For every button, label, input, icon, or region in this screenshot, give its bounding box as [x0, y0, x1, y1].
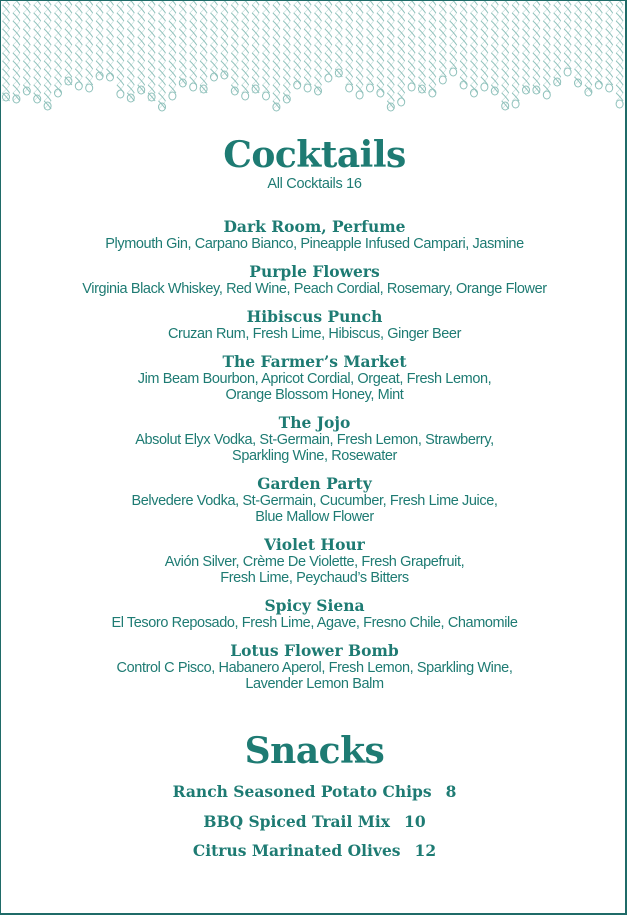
rope-strand	[585, 1, 592, 96]
rope-strand	[34, 1, 41, 103]
snack-list	[0, 782, 629, 871]
cocktail-name: Spicy Siena	[264, 596, 365, 615]
cocktail-ingredients: Belvedere Vodka, St-Germain, Cucumber, Fresh Lime Juice, Blue Mallow Flower	[131, 493, 498, 525]
rope-strand	[491, 1, 498, 95]
rope-strand	[127, 1, 134, 102]
rope-strand	[44, 1, 51, 110]
rope-strand	[325, 1, 332, 82]
cocktail-name: The Jojo	[278, 413, 351, 432]
rope-strand	[55, 1, 62, 97]
cocktail-ingredients: Cruzan Rum, Fresh Lime, Hibiscus, Ginger Beer	[167, 326, 462, 342]
rope-strand	[387, 1, 394, 111]
list-item	[0, 642, 629, 692]
rope-strand	[481, 1, 488, 91]
rope-strand	[471, 1, 478, 97]
rope-strand	[408, 1, 415, 91]
snack-price: 12	[414, 841, 437, 860]
snacks-heading: Snacks	[244, 730, 385, 772]
rope-strand	[159, 1, 166, 111]
rope-strand	[543, 1, 550, 99]
list-item	[0, 475, 629, 525]
cocktail-name: Purple Flowers	[249, 262, 380, 281]
list-item	[0, 812, 629, 842]
cocktail-name: Dark Room, Perfume	[223, 217, 406, 236]
cocktail-name: Garden Party	[257, 474, 372, 493]
rope-strand	[575, 1, 582, 87]
list-item	[0, 414, 629, 464]
rope-strand	[107, 1, 114, 81]
rope-strand	[304, 1, 311, 92]
rope-strand	[502, 1, 509, 110]
rope-strand	[512, 1, 519, 108]
rope-strand	[221, 1, 228, 79]
snack-price: 10	[404, 811, 426, 831]
rope-strand	[65, 1, 72, 85]
list-item	[0, 308, 629, 342]
rope-strand	[283, 1, 290, 103]
cocktail-name: Lotus Flower Bomb	[230, 641, 399, 660]
rope-strand	[263, 1, 270, 100]
list-item	[0, 536, 629, 586]
rope-strand	[554, 1, 561, 86]
rope-strand	[179, 1, 186, 87]
cocktail-ingredients: Plymouth Gin, Carpano Bianco, Pineapple Infused Campari, Jasmine	[105, 236, 524, 252]
rope-strand	[96, 1, 103, 80]
list-item	[0, 782, 629, 812]
rope-strand	[75, 1, 82, 90]
rope-strand	[429, 1, 436, 97]
list-item	[0, 263, 629, 297]
rope-strand	[138, 1, 145, 94]
list-item	[0, 353, 629, 403]
rope-strand	[148, 1, 155, 101]
rope-strand	[200, 1, 207, 93]
rope-strand	[377, 1, 384, 97]
cocktail-ingredients: Absolut Elyx Vodka, St-Germain, Fresh Lemon, Strawberry, Sparkling Wine, Rosewater	[135, 432, 494, 464]
list-item	[0, 597, 629, 631]
rope-strand	[533, 1, 540, 94]
rope-strand	[439, 1, 446, 84]
decorative-rope-pattern	[1, 1, 626, 113]
rope-strand	[13, 1, 20, 103]
rope-strand	[335, 1, 342, 77]
rope-strand	[23, 1, 30, 95]
rope-strand	[242, 1, 249, 100]
rope-strand	[595, 1, 602, 89]
rope-strand	[3, 1, 10, 101]
rope-strand	[460, 1, 467, 89]
rope-strand	[356, 1, 363, 99]
cocktail-ingredients: El Tesoro Reposado, Fresh Lime, Agave, Fresno Chile, Chamomile	[111, 615, 518, 631]
cocktail-ingredients: Jim Beam Bourbon, Apricot Cordial, Orgeat, Fresh Lemon, Orange Blossom Honey, Mint	[137, 371, 492, 403]
rope-strand	[273, 1, 280, 111]
rope-strand	[367, 1, 374, 92]
rope-strand	[523, 1, 530, 94]
cocktail-ingredients: Virginia Black Whiskey, Red Wine, Peach Cordial, Rosemary, Orange Flower	[82, 281, 547, 297]
cocktails-heading: Cocktails	[223, 134, 406, 176]
rope-strand	[294, 1, 301, 89]
rope-strand	[169, 1, 176, 100]
rope-strand	[86, 1, 93, 92]
rope-strand	[616, 1, 623, 108]
rope-strand	[252, 1, 259, 93]
cocktail-name: Hibiscus Punch	[246, 307, 383, 326]
cocktail-name: Violet Hour	[264, 535, 365, 554]
cocktail-list	[0, 218, 629, 703]
snack-name: Ranch Seasoned Potato Chips	[172, 782, 432, 801]
snack-name: BBQ Spiced Trail Mix	[203, 811, 391, 831]
rope-strand	[211, 1, 218, 81]
rope-strand	[564, 1, 571, 76]
cocktail-ingredients: Control C Pisco, Habanero Aperol, Fresh Lemon, Sparkling Wine, Lavender Lemon Balm	[116, 660, 513, 692]
rope-strand	[346, 1, 353, 92]
rope-strand	[419, 1, 426, 93]
snack-price: 8	[445, 782, 457, 801]
list-item	[0, 218, 629, 252]
cocktails-price-note: All Cocktails 16	[267, 176, 362, 192]
rope-strand	[398, 1, 405, 106]
rope-strand	[450, 1, 457, 76]
rope-strand	[117, 1, 124, 98]
list-item	[0, 841, 629, 871]
rope-strand	[231, 1, 238, 95]
rope-strand	[606, 1, 613, 92]
rope-strand	[315, 1, 322, 95]
snack-name: Citrus Marinated Olives	[192, 841, 401, 860]
rope-strand	[190, 1, 197, 91]
cocktail-name: The Farmer’s Market	[222, 352, 407, 371]
cocktail-ingredients: Avión Silver, Crème De Violette, Fresh Grapefruit, Fresh Lime, Peychaud’s Bitters	[164, 554, 465, 586]
